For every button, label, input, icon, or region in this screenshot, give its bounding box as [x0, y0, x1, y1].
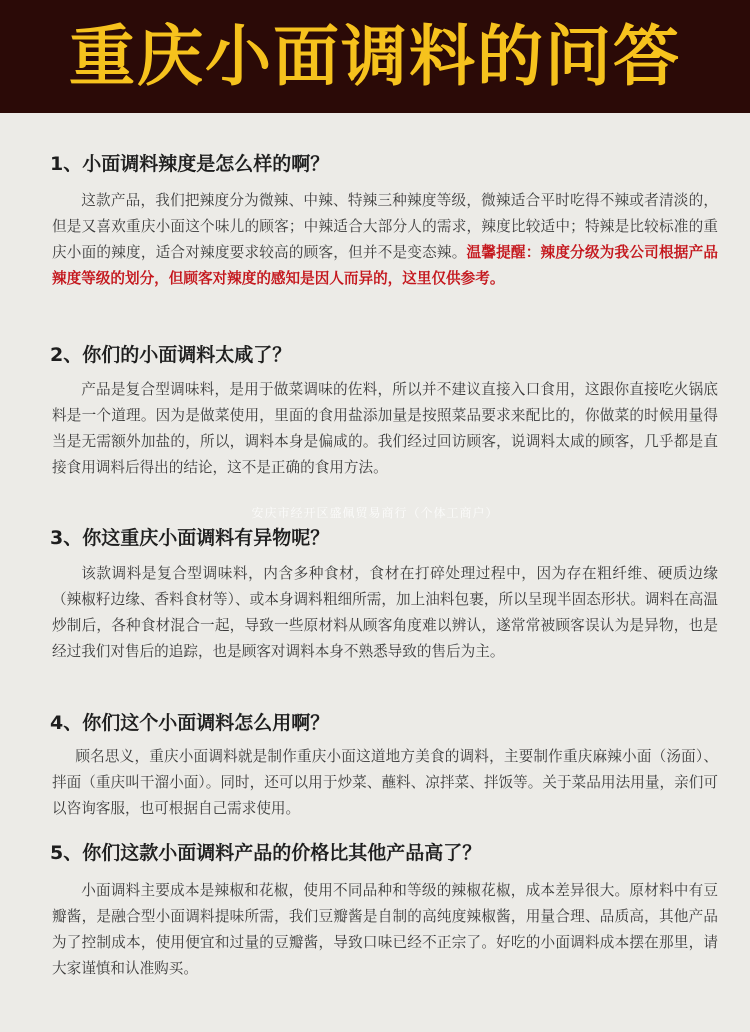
- faq-answer-1: [52, 188, 718, 292]
- faq-warning-1: 温馨提醒：辣度分级为我公司根据产品辣度等级的划分，但顾客对辣度的感知是因人而异的，这里仅供参考。: [52, 244, 718, 287]
- faq-answer-5: 小面调料主要成本是辣椒和花椒，使用不同品种和等级的辣椒花椒，成本差异很大。原材料中有豆瓣酱，是融合型小面调料提味所需，我们豆瓣酱是自制的高纯度辣椒酱，用量合理、品质高，其他产品为了控制成本，使用便宜和过量的豆瓣酱，导致口味已经不正宗了。好吃的小面调料成本摆在那里，请大家谨慎和认准购买。: [52, 882, 718, 977]
- page-title: 重庆小面调料的问答: [69, 17, 681, 95]
- faq-content: [0, 113, 750, 1032]
- faq-answer-1-text: 这款产品，我们把辣度分为微辣、中辣、特辣三种辣度等级，微辣适合平时吃得不辣或者清淡的，但是又喜欢重庆小面这个味儿的顾客；中辣适合大部分人的需求，辣度比较适中；特辣是比较标准的重庆小面的辣度，适合对辣度要求较高的顾客，但并不是变态辣。: [52, 192, 718, 261]
- faq-answer-2: 产品是复合型调味料，是用于做菜调味的佐料，所以并不建议直接入口食用，这跟你直接吃火锅底料是一个道理。因为是做菜使用，里面的食用盐添加量是按照菜品要求来配比的，你做菜的时候用量得当是无需额外加盐的，所以，调料本身是偏咸的。我们经过回访顾客，说调料太咸的顾客，几乎都是直接食用调料后得出的结论，这不是正确的食用方法。: [52, 381, 718, 476]
- faq-question-2: 2、你们的小面调料太咸了？: [50, 344, 292, 366]
- header-banner: [0, 0, 750, 113]
- faq-answer-3: 该款调料是复合型调味料，内含多种食材，食材在打碎处理过程中，因为存在粗纤维、硬质边缘（辣椒籽边缘、香料食材等）、或本身调料粗细所需，加上油料包裹，所以呈现半固态形状。调料在高温炒制后，各种食材混合一起，导致一些原材料从顾客角度难以辨认，遂常常被顾客误认为是异物，也是经过我们对售后的追踪，也是顾客对调料本身不熟悉导致的售后为主。: [52, 565, 718, 660]
- watermark-text: 安庆市经开区盛佩贸易商行（个体工商户）: [251, 506, 499, 520]
- faq-answer-4: 顾名思义，重庆小面调料就是制作重庆小面这道地方美食的调料，主要制作重庆麻辣小面（汤面）、拌面（重庆叫干溜小面）。同时，还可以用于炒菜、蘸料、凉拌菜、拌饭等。关于菜品用法用量，亲们可以咨询客服，也可根据自己需求使用。: [52, 748, 718, 817]
- faq-question-3: 3、你这重庆小面调料有异物呢？: [50, 527, 330, 549]
- faq-question-1: 1、小面调料辣度是怎么样的啊？: [50, 153, 330, 175]
- faq-question-5: 5、你们这款小面调料产品的价格比其他产品高了？: [50, 842, 482, 864]
- faq-question-4: 4、你们这个小面调料怎么用啊？: [50, 712, 330, 734]
